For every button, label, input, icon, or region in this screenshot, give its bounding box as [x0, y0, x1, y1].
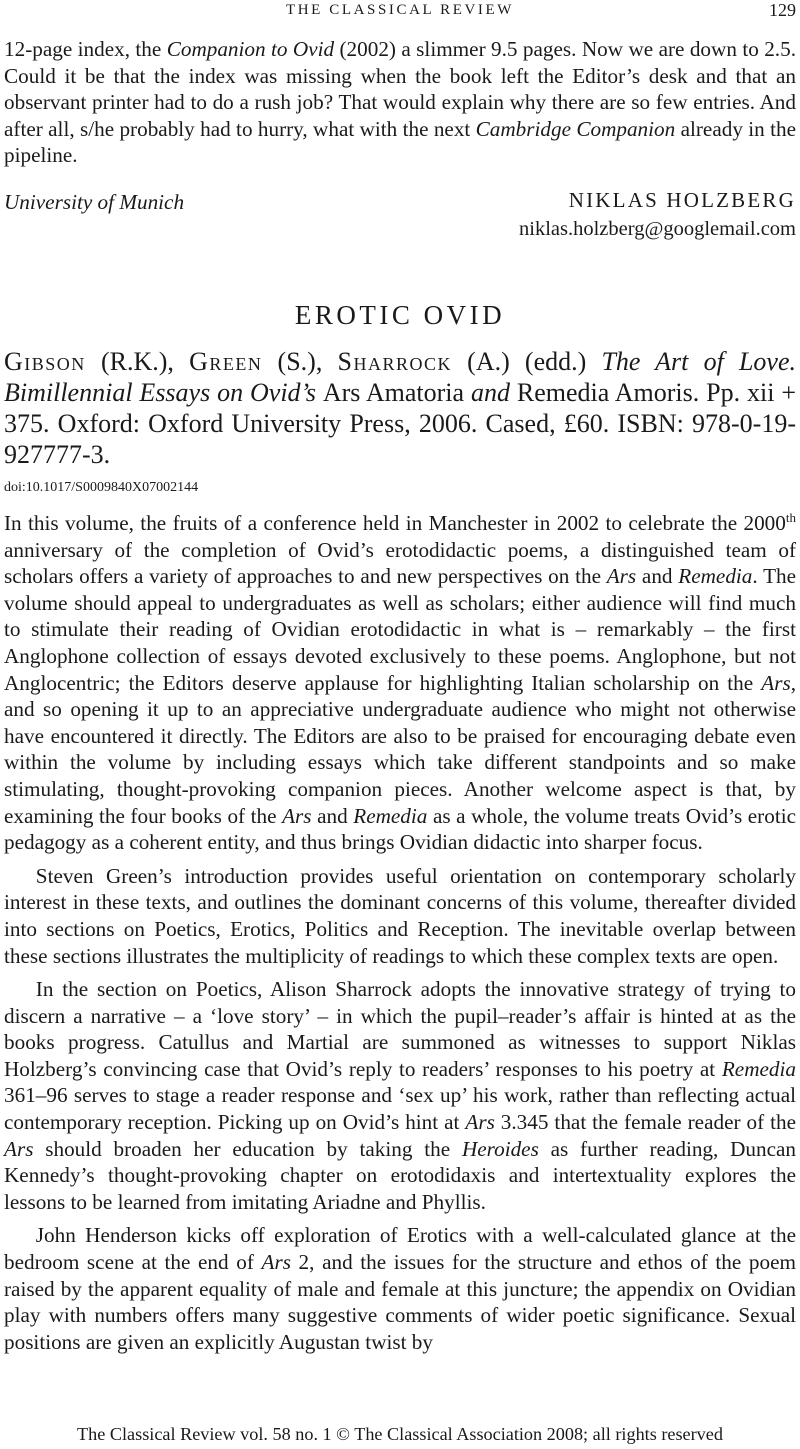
editor-name: Green: [189, 347, 263, 376]
copyright-footer: The Classical Review vol. 58 no. 1 © The Classical Association 2008; all rights reserved: [77, 1424, 723, 1444]
italic-title: Remedia: [353, 803, 428, 828]
italic-title: Ars: [761, 670, 791, 695]
review-body: [4, 510, 796, 1355]
book-title: and: [464, 378, 517, 407]
text-run: . The volume should appeal to undergraduates as well as scholars; either audience will find much to stimulate their reading of Ovidian erotodidactic in what is – remarkably – the first Anglophone collection of essays devoted exclusively to these poems. Anglophone, but not Anglocentric; the Editors deserve applause for highlighting Italian scholarship on the: [4, 564, 797, 695]
reviewer-name: NIKLAS HOLZBERG: [568, 188, 796, 212]
publication-details: . Pp. xii + 375. Oxford: Oxford University Press, 2006. Cased, £60. ISBN: 978-0-19-927777-3.: [4, 378, 797, 469]
text-run: and: [311, 803, 354, 828]
text-run: as further reading, Duncan Kennedy’s thought-provoking chapter on erotodidaxis and intertextuality explores the lessons to be learned from imitating Ariadne and Phyllis.: [4, 1136, 796, 1214]
text-run: 12-page index, the: [4, 37, 167, 61]
paragraph-2: Steven Green’s introduction provides useful orientation on contemporary scholarly interest in these texts, and outlines the dominant concerns of this volume, thereafter divided into sections on Poetics, Erotics, Politics and Reception. The inevitable overlap between these sections illustrates the multiplicity of readings to which these complex texts are open.: [4, 863, 796, 968]
text-run: (A.) (edd.): [451, 347, 602, 376]
reviewer-email[interactable]: niklas.holzberg@googlemail.com: [519, 218, 796, 240]
text-run: should broaden her education by taking the: [33, 1136, 462, 1161]
text-run: Remedia Amoris: [516, 378, 693, 407]
running-head: [0, 0, 800, 26]
review-title: EROTIC OVID: [294, 300, 506, 330]
text-run: In this volume, the fruits of a conference held in Manchester in 2002 to celebrate the 2000: [4, 511, 786, 535]
paragraph-3: [4, 976, 796, 1215]
italic-title: Cambridge Companion: [475, 116, 676, 141]
paragraph-1: [4, 510, 796, 856]
text-run: 2, and the issues for the structure and ethos of the poem raised by the apparent equality of male and female at this juncture; the appendix on Ovidian play with numbers offers many suggestive comments of wider poetic significance. Sexual positions are given an explicitly Augustan twist by: [4, 1250, 796, 1354]
text-run: anniversary of the completion of Ovid’s erotodidactic poems, a distinguished team of scholars offers a variety of approaches to and new perspectives on the: [4, 537, 796, 589]
doi[interactable]: doi:10.1017/S0009840X07002144: [4, 480, 199, 495]
italic-title: Ars: [282, 803, 312, 828]
italic-title: Ars: [606, 564, 637, 589]
italic-title: Ars: [261, 1250, 291, 1275]
book-citation: [4, 346, 796, 470]
text-run: Ars Amatoria: [322, 378, 465, 407]
text-run: already in the pipeline.: [4, 116, 796, 168]
text-run: John Henderson kicks off exploration of Erotics with a well-calculated glance at the bedroom scene at the end of: [4, 1223, 796, 1275]
editor-name: Sharrock: [337, 347, 452, 376]
journal-title: THE CLASSICAL REVIEW: [285, 2, 515, 18]
superscript: th: [785, 510, 796, 525]
italic-title: Remedia: [678, 564, 753, 589]
page-number: 129: [769, 0, 796, 20]
text-run: 3.345 that the female reader of the: [494, 1110, 796, 1135]
book-title: The Art of Love. Bimillennial Essays on Ovid’s: [4, 347, 797, 407]
previous-review-paragraph: [4, 36, 796, 169]
paragraph-4: [4, 1222, 796, 1355]
italic-title: Remedia: [721, 1056, 796, 1081]
italic-title: Heroides: [461, 1136, 539, 1161]
text-run: (S.),: [262, 347, 338, 376]
editor-name: Gibson: [4, 347, 86, 376]
text-run: 361–96 serves to stage a reader response and ‘sex up’ his work, rather than reflecting actual contemporary reception. Picking up on Ovid’s hint at: [4, 1083, 796, 1135]
text-run: In the section on Poetics, Alison Sharrock adopts the innovative strategy of trying to discern a narrative – a ‘love story’ – in which the pupil–reader’s affair is hinted at as the books progress. Catullus and Martial are summoned as witnesses to support Niklas Holzberg’s convincing case that Ovid’s reply to readers’ responses to his poetry at: [4, 977, 796, 1081]
text-run: (R.K.),: [85, 347, 190, 376]
italic-title: Ars: [4, 1136, 34, 1161]
signature-block: [4, 190, 796, 220]
text-run: (2002) a slimmer 9.5 pages. Now we are down to 2.5. Could it be that the index was missing when the book left the Editor’s desk and that an observant printer had to do a rush job? That would explain why there are so few entries. And after all, s/he probably had to hurry, what with the next: [4, 37, 796, 141]
text-run: as a whole, the volume treats Ovid’s erotic pedagogy as a coherent entity, and thus brings Ovidian didactic into sharper focus.: [4, 803, 797, 855]
italic-title: Ars: [465, 1110, 495, 1135]
reviewer-affiliation: University of Munich: [4, 190, 185, 214]
text-run: , and so opening it up to an appreciative undergraduate audience who might not otherwise have encountered it directly. The Editors are also to be praised for encouraging debate even within the volume by including essays which take different standpoints and so make stimulating, thought-provoking companion pieces. Another welcome aspect is that, by examining the four books of the: [4, 670, 796, 828]
text-run: and: [636, 564, 679, 589]
italic-title: Companion to Ovid: [166, 37, 335, 61]
